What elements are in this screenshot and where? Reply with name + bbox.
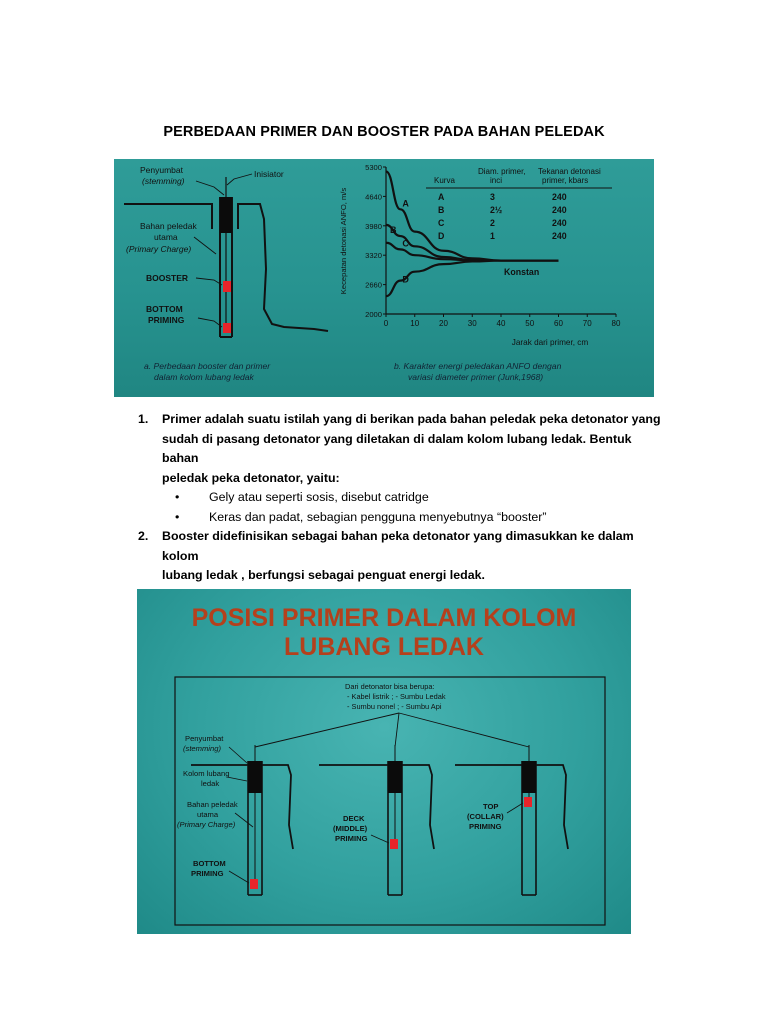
bullet-item <box>138 508 668 528</box>
label-bottom-1: BOTTOM <box>193 859 226 868</box>
chart-series-label-b: B <box>390 224 397 235</box>
label-primary: (Primary Charge) <box>177 820 236 829</box>
label-bahan-1: Bahan peledak <box>140 221 197 231</box>
table-cell-tek: 240 <box>552 218 567 228</box>
note-2: - Kabel listrik ; - Sumbu Ledak <box>347 692 446 701</box>
label-kolom-1: Kolom lubang <box>183 769 230 778</box>
chart-y-tick-label: 4640 <box>365 192 382 202</box>
booster-charge <box>223 281 231 292</box>
chart-x-tick-label: 10 <box>410 319 420 328</box>
table-cell-diam: 3 <box>490 192 495 202</box>
borehole-deck <box>319 745 434 895</box>
label-top-1: TOP <box>483 802 499 811</box>
label-penyumbat: Penyumbat <box>140 165 183 175</box>
chart-x-tick-label: 80 <box>611 319 621 328</box>
list-text: Booster didefinisikan sebagai bahan peka detonator yang dimasukkan ke dalam kolom <box>162 529 634 563</box>
chart-y-tick-label: 2660 <box>365 280 382 290</box>
chart-y-tick-label: 2000 <box>365 310 382 319</box>
chart-x-tick-label: 60 <box>554 319 563 328</box>
chart-series-label-a: A <box>402 198 409 209</box>
label-deck-2: (MIDDLE) <box>333 824 368 833</box>
label-bottom-2: PRIMING <box>148 315 185 325</box>
list-number: 1. <box>138 412 149 426</box>
table-cell-tek: 240 <box>552 205 567 215</box>
label-bahan-1: Bahan peledak <box>187 800 238 809</box>
chart-x-tick-label: 30 <box>467 319 477 328</box>
table-cell-kurva: C <box>438 218 445 228</box>
table-cell-diam: 2 <box>490 218 495 228</box>
bottom-priming-charge <box>250 879 258 889</box>
label-stemming: (stemming) <box>183 744 221 753</box>
figure-primer-position <box>137 589 631 934</box>
label-bottom-1: BOTTOM <box>146 304 183 314</box>
label-top-3: PRIMING <box>469 822 502 831</box>
deck-priming-charge <box>390 839 398 849</box>
chart-series-label-c: C <box>402 238 409 249</box>
bullet-dot: • <box>175 490 180 504</box>
chart-x-tick-label: 50 <box>525 319 535 328</box>
label-top-2: (COLLAR) <box>467 812 504 821</box>
slide-frame <box>175 677 605 925</box>
caption-a-1: a. Perbedaan booster dan primer <box>144 361 271 371</box>
list-text: peledak peka detonator, yaitu: <box>162 470 340 485</box>
label-deck-3: PRIMING <box>335 834 368 843</box>
list-item <box>138 527 668 586</box>
list-text: sudah di pasang detonator yang diletakan di dalam kolom lubang ledak. Bentuk bahan <box>162 431 632 465</box>
label-bahan-2: utama <box>197 810 219 819</box>
slide-title-2: LUBANG LEDAK <box>284 633 484 661</box>
note-3: - Sumbu nonel ; - Sumbu Api <box>347 702 442 711</box>
table-cell-diam: 1 <box>490 231 495 241</box>
chart-y-tick-label: 5300 <box>365 163 382 172</box>
bullet-dot: • <box>175 509 180 524</box>
chart-x-tick-label: 0 <box>383 319 389 328</box>
chart-series-line-a <box>386 171 559 260</box>
note-1: Dari detonator bisa berupa: <box>345 682 435 691</box>
label-konstan: Konstan <box>504 267 540 277</box>
table-cell-diam: 2½ <box>490 205 503 215</box>
table-header-kurva: Kurva <box>434 176 455 185</box>
chart-x-tick-label: 40 <box>496 319 506 328</box>
bullet-text: Keras dan padat, sebagian pengguna menyebutnya “booster” <box>209 509 547 524</box>
bottom-priming-charge <box>223 323 231 333</box>
chart-x-axis-label: Jarak dari primer, cm <box>511 338 589 347</box>
bullet-text: Gely atau seperti sosis, disebut catridge <box>209 490 429 504</box>
table-cell-kurva: D <box>438 231 445 241</box>
stemming-block <box>220 197 232 233</box>
slide-title-1: POSISI PRIMER DALAM KOLOM <box>191 604 577 632</box>
list-text: Primer adalah suatu istilah yang di berikan pada bahan peledak peka detonator yang <box>162 412 661 426</box>
label-inisiator: Inisiator <box>254 169 284 179</box>
chart-series-label-d: D <box>402 274 409 285</box>
table-header-tek-2: primer, kbars <box>542 176 589 185</box>
chart-x-tick-label: 70 <box>582 319 592 328</box>
list-text: lubang ledak , berfungsi sebagai penguat energi ledak. <box>162 568 485 582</box>
table-cell-tek: 240 <box>552 192 567 202</box>
table-header-tek-1: Tekanan detonasi <box>538 167 601 176</box>
chart-series-line-d <box>386 261 559 297</box>
label-booster: BOOSTER <box>146 273 189 283</box>
caption-a-2: dalam kolom lubang ledak <box>154 372 254 382</box>
table-cell-kurva: B <box>438 205 445 215</box>
table-header-diam-2: inci <box>490 176 503 185</box>
label-deck-1: DECK <box>343 814 365 823</box>
label-bottom-2: PRIMING <box>191 869 224 878</box>
chart-y-tick-label: 3980 <box>365 221 382 231</box>
list-number: 2. <box>138 529 149 543</box>
chart-x-tick-label: 20 <box>439 319 448 328</box>
table-cell-kurva: A <box>438 192 445 202</box>
list-item <box>138 410 668 488</box>
figure-booster-primer <box>114 159 654 397</box>
label-penyumbat: Penyumbat <box>185 734 224 743</box>
caption-b-2: variasi diameter primer (Junk,1968) <box>408 372 544 382</box>
label-stemming: (stemming) <box>142 176 185 186</box>
bullet-item <box>138 488 668 508</box>
label-primary-charge: (Primary Charge) <box>126 244 192 254</box>
body-list <box>138 410 668 586</box>
top-priming-charge <box>524 797 532 807</box>
label-bahan-2: utama <box>154 232 178 242</box>
chart-y-axis-label: Kecepatan detonasi ANFO, m/s <box>339 187 348 295</box>
table-cell-tek: 240 <box>552 231 567 241</box>
chart-y-tick-label: 3320 <box>365 251 382 261</box>
page-title: PERBEDAAN PRIMER DAN BOOSTER PADA BAHAN PELEDAK <box>163 124 605 140</box>
table-header-diam-1: Diam. primer, <box>478 167 526 176</box>
label-kolom-2: ledak <box>201 779 220 788</box>
caption-b-1: b. Karakter energi peledakan ANFO dengan <box>394 361 562 371</box>
